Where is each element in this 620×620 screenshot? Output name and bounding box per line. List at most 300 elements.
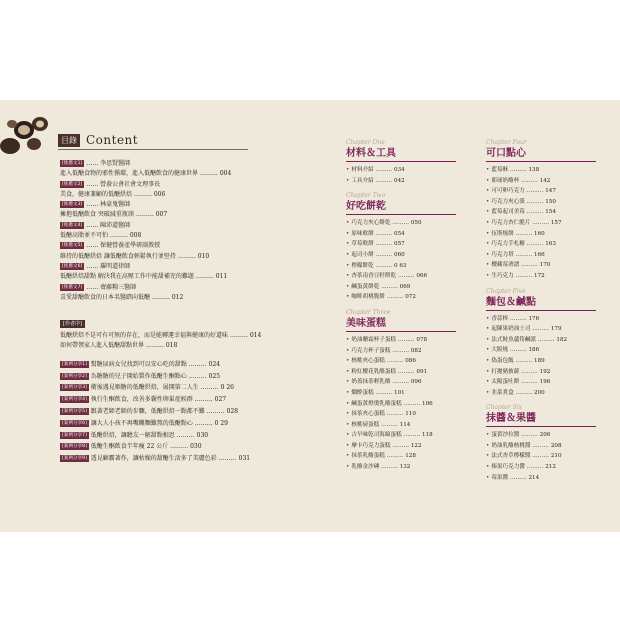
author-tag: [作者序] [60,320,85,328]
recipe-name[interactable]: 原味軟餅 [351,230,374,237]
toc-entry[interactable] [60,406,275,418]
recipe-entry[interactable] [346,292,476,303]
recipe-name[interactable]: 大阪燒 [491,347,509,354]
chapter-divider [486,310,596,311]
bullet-icon: • [346,220,350,227]
recommend-tag: [推薦文4] [62,222,83,228]
bullet-icon: • [486,272,490,279]
chapter-label: Chapter Five [486,287,526,295]
toc-entry[interactable] [60,371,275,383]
recommend-list [60,159,275,303]
recipe-entry[interactable] [486,239,616,250]
recommend-author: …… 保健營養產學研副教授 [84,242,161,250]
chapter-items [346,335,476,473]
chapter-divider [346,331,456,332]
chapter-divider [486,426,596,427]
recipe-page: ……… 212 [524,464,556,471]
toc-entry[interactable] [60,453,275,465]
recipe-name[interactable]: 巧克力塔 [491,251,514,258]
header-divider [58,149,248,150]
recipe-page: ……… 170 [519,262,551,269]
toc-entry-page: ……… 008 [108,232,142,240]
recipe-entry[interactable] [486,377,616,388]
recipe-name[interactable]: 巧克力夾心派 [491,198,525,205]
toc-entry-page: ……… 027 [192,396,227,404]
toc-entry-page: ……… 018 [144,342,178,350]
recipe-name[interactable]: 生巧克力 [491,272,514,279]
recipe-page: ……… 189 [513,357,545,364]
recipe-name[interactable]: 咖啡胡桃脆餅 [351,294,385,301]
recipe-name[interactable]: 藍莓酥 [491,167,509,173]
bullet-icon: • [346,241,350,248]
recipe-entry[interactable] [486,314,616,325]
recipe-page: ……… 118 [401,432,433,439]
recipe-page: ……… 050 [390,220,422,227]
recipe-page: ……… 086 [384,358,416,365]
recipe-page: ……… 179 [530,326,562,333]
toc-entry[interactable] [60,394,275,406]
author-preface [60,310,275,352]
recipe-name[interactable]: 奶蓋抹茶輕乳酪 [351,379,391,386]
toc-entry-title[interactable]: 維持的低醣烘焙 讓低醣飲食輕鬆執行並堅持 [60,252,176,260]
bullet-icon: • [486,262,490,269]
bullet-icon: • [486,167,490,173]
bullet-icon: • [486,219,490,226]
bullet-icon: • [486,326,490,333]
recipe-page: ……… 054 [373,230,405,237]
chapter-title: 材料＆工具 [346,148,396,159]
recipe-entry[interactable] [486,165,616,176]
recipe-entry[interactable] [486,367,616,378]
bullet-icon: • [346,347,350,354]
recommend-author: …… 營養公會社會文理事長 [84,180,161,188]
recipe-entry[interactable] [346,282,476,293]
bullet-icon: • [486,198,490,205]
toc-entry[interactable] [60,210,275,220]
recipe-name[interactable]: 抹茶夾心蛋糕 [351,411,385,418]
recipe-entry[interactable] [346,462,476,473]
recipe-entry[interactable] [346,388,476,399]
recipe-name[interactable]: 耶球奶酪杯 [491,177,520,184]
pastry-photo-icon [0,110,52,156]
recipe-page: ……… 072 [384,294,416,301]
toc-entry[interactable] [60,169,275,179]
recipe-page: ……… 214 [508,474,540,481]
recipe-entry[interactable] [346,250,476,261]
bullet-icon: • [486,368,490,375]
toc-entry-page: ……… 004 [198,170,232,178]
recipe-name[interactable]: 法式鮭魚蘆筍鹹派 [491,336,537,343]
toc-entry-title[interactable]: 執行生酮飲食，改善多囊性卵巢症候群 [88,396,193,404]
toc-entry-title[interactable]: 如何帶領家人進入低醣甜點世界 [60,342,145,350]
recipe-name[interactable]: 可可卵巧克力 [491,188,525,195]
recipe-entry[interactable] [486,451,616,462]
recipe-entry[interactable] [346,367,476,378]
bullet-icon: • [346,453,350,460]
recipe-page: ……… 196 [519,379,551,386]
bullet-icon: • [486,315,490,322]
recipe-name[interactable]: 藍莓起司美莓 [491,209,525,216]
chapter-items [486,314,616,399]
recipe-page: ……… 106 [401,400,433,407]
recipe-name[interactable]: 莓果醬 [491,474,509,481]
recipe-page: ……… 166 [513,251,545,258]
case-tag: [案例分享2] [62,373,87,379]
recipe-name[interactable]: 材料介紹 [351,167,374,173]
chapter-label: Chapter One [346,139,385,146]
chapter-divider [346,161,456,162]
toc-entry-title[interactable]: 讓大人小孩不再嘴饞麵難熬的低醣點心 [88,419,193,427]
case-list [60,359,275,465]
recipe-page: ……… 142 [519,177,551,184]
recipe-name[interactable]: 蛋黃沙拉醬 [491,432,520,439]
recipe-page: ……… 078 [396,336,428,343]
recipe-page: ……… 0 63 [373,262,407,269]
recipe-entry[interactable] [346,451,476,462]
bullet-icon: • [346,421,350,428]
recipe-name[interactable]: 草莓軟餅 [351,241,374,248]
recipe-entry[interactable] [486,229,616,240]
bullet-icon: • [346,368,350,375]
recommend-author: …… 齋藤糧三醫師 [84,283,137,291]
chapter-label: Chapter Two [346,192,386,200]
toc-entry-title[interactable]: 幫糖尿病女兒找到可以安心吃的甜點 [88,360,187,368]
toc-entry-page: ……… 030 [174,431,209,439]
case-tag: [案例分享1] [62,361,87,367]
bullet-icon: • [346,411,350,418]
recipe-name[interactable]: 鹹蛋黃燈燙乳酪蛋糕 [351,400,402,407]
toc-entry[interactable] [60,341,275,351]
recipe-name[interactable]: 古早味乾司海綿蛋糕 [351,432,402,439]
recipe-page: ……… 128 [384,453,416,460]
recipe-entry[interactable] [486,250,616,261]
recipe-name[interactable]: 法式杏草檸檬醬 [491,453,531,460]
recommend-author: …… 羅明道律師 [84,262,131,270]
recommend-author: …… 林豪鬼醫師 [84,201,131,209]
recipe-name[interactable]: 檸檬餅乾 [351,262,374,269]
recipe-page: ……… 157 [530,219,562,226]
toc-entry[interactable] [60,231,275,241]
chapter-items [486,430,616,483]
bullet-icon: • [486,188,490,195]
recipe-name[interactable]: 韭菜煮盒 [491,389,514,396]
recommend-line [60,241,275,251]
recipe-page: ……… 069 [379,283,411,290]
toc-entry-title[interactable]: 低醣生酮飲食半年瘦 22 公斤 [88,443,169,451]
recipe-entry[interactable] [486,271,616,282]
toc-entry-title[interactable]: 喜愛甜醣飲食的日本名醫踏向低醣 [60,293,151,301]
toc-entry[interactable] [60,430,275,442]
recipe-entry[interactable] [486,388,616,399]
toc-entry[interactable] [60,293,275,303]
recipe-page: ……… 042 [373,177,405,184]
recipe-name[interactable]: 打拋豬披薩 [491,368,520,375]
chapter-title: 美味蛋糕 [346,317,386,329]
chapter-title: 麵包＆鹹點 [486,296,536,308]
recipe-entry[interactable] [486,197,616,208]
bullet-icon: • [486,453,490,460]
bullet-icon: • [486,251,490,258]
recipe-page: ……… 150 [524,198,556,205]
toc-entry-title[interactable]: 低醣烘焙甜點 解決我在高壓工作中能甜補充的難題 [60,273,194,281]
bullet-icon: • [486,432,490,439]
chapter-title: 好吃餅乾 [346,201,386,213]
recipe-name[interactable]: 抹茶乳酪蛋糕 [351,453,385,460]
toc-entry-title[interactable]: 透見顧霸著作，讓枯燥的甜醣生活多了美麗色彩 [88,455,217,463]
toc-entry-page: ……… 0 29 [192,419,228,427]
recipe-page: ……… 206 [519,432,551,439]
toc-header [58,133,138,147]
toc-badge: 目錄 [58,134,80,147]
toc-entry-page: ……… 030 [168,443,202,451]
recipe-page: ……… 147 [524,188,556,195]
recipe-entry[interactable] [346,239,476,250]
recipe-entry[interactable] [486,260,616,271]
case-tag: [案例分享7] [62,432,87,438]
recipe-page: ……… 200 [513,389,545,396]
recipe-page: ……… 154 [524,209,556,216]
recipe-name[interactable]: 太陽蛋吐餅 [491,379,520,386]
toc-entry[interactable] [60,418,275,430]
case-tag: [案例分享5] [62,408,87,414]
recipe-name[interactable]: 粉紅櫻花乳酪蛋糕 [351,368,397,375]
recommend-line [60,221,275,231]
toc-entry-title[interactable]: 衛後遇見順糖的低醣烘焙，展開第二人生 [88,384,199,392]
bullet-icon: • [486,474,490,481]
recommend-line [60,200,275,210]
toc-entry-title[interactable]: 為糖糖的兒子開始製作低醣生酮點心 [88,372,187,380]
recipe-name[interactable]: 奶油醣霜杯子蛋糕 [351,336,397,343]
toc-entry-page: ……… 010 [175,252,210,260]
toc-entry[interactable] [60,382,275,394]
bullet-icon: • [346,464,350,471]
recipe-page: ……… 160 [513,230,545,237]
recipe-name[interactable]: 巧克力杯子蛋糕 [351,347,391,354]
recipe-page: ……… 176 [508,315,540,322]
recipe-entry[interactable] [346,271,476,282]
recipe-entry[interactable] [486,430,616,441]
recipe-entry[interactable] [486,356,616,367]
toc-title: Content [86,133,139,147]
recipe-entry[interactable] [346,377,476,388]
bullet-icon: • [486,230,490,237]
chapter-divider [486,161,596,162]
bullet-icon: • [346,283,350,290]
bullet-icon: • [346,400,350,407]
toc-entry-page: ……… 007 [133,211,168,219]
spacer [486,483,616,489]
case-tag: [案例分享4] [62,397,87,403]
toc-entry[interactable] [60,359,275,371]
toc-entry-page: ……… 028 [204,407,239,415]
recipe-entry[interactable] [346,261,476,272]
chapter-label: Chapter Six [486,404,523,412]
recipe-page: ……… 192 [519,368,551,375]
recipe-entry[interactable] [346,399,476,410]
bullet-icon: • [346,251,350,258]
bullet-icon: • [346,273,350,280]
case-tag: [案例分享3] [62,385,87,391]
bullet-icon: • [486,464,490,471]
toc-entry-page: ……… 011 [193,273,228,281]
chapter-label: Chapter Four [486,139,527,146]
bullet-icon: • [346,358,350,365]
recipe-name[interactable]: 起司小餅 [351,251,374,258]
case-tag: [案例分享8] [62,444,87,450]
toc-entry-page: ……… 014 [228,332,262,340]
recipe-page: ……… 114 [379,421,411,428]
toc-entry[interactable] [60,190,275,200]
recipe-name[interactable]: 鹹蛋黃餅乾 [351,283,380,290]
recipe-entry[interactable] [346,420,476,431]
recipe-page: ……… 122 [390,442,422,449]
chapters-column-3 [486,139,616,489]
recommend-tag: [推薦文5] [62,243,83,249]
recommend-author: …… 陳沛道醫師 [84,221,131,229]
recipe-page: ……… 163 [524,241,556,248]
toc-entry[interactable] [60,272,275,282]
toc-entry[interactable] [60,441,275,453]
recommend-author: …… 李思賢醫師 [84,160,131,167]
bullet-icon: • [486,389,490,396]
spacer [346,473,476,479]
recipe-name[interactable]: 燜酔蛋糕 [351,389,374,396]
toc-entry-page: ……… 031 [216,455,251,463]
recipe-entry[interactable] [486,441,616,452]
recommend-tag: [推薦文1] [62,161,83,166]
bullet-icon: • [346,177,350,184]
recipe-page: ……… 210 [530,453,562,460]
bullet-icon: • [346,389,350,396]
bullet-icon: • [486,209,490,216]
recipe-page: ……… 057 [373,241,405,248]
recipe-page: ……… 186 [508,347,540,354]
toc-entry[interactable] [60,331,275,341]
bullet-icon: • [486,336,490,343]
toc-entry-title[interactable]: 跟著老師老師的步驟，低醣烘焙一點都不難 [88,407,205,415]
toc-entry-page: ……… 024 [186,360,221,368]
recipe-entry[interactable] [346,430,476,441]
recipe-entry[interactable] [346,165,476,176]
case-tag: [案例分享6] [62,420,87,426]
bullet-icon: • [346,262,350,269]
recipe-entry[interactable] [486,218,616,229]
recipe-entry[interactable] [346,335,476,346]
recipe-entry[interactable] [486,345,616,356]
recommend-line [60,283,275,293]
recipe-name[interactable]: 起陳果奶油土司 [491,326,531,333]
recipe-entry[interactable] [346,218,476,229]
recipe-entry[interactable] [486,176,616,187]
recipe-entry[interactable] [346,441,476,452]
bullet-icon: • [486,357,490,364]
recipe-page: ……… 132 [379,464,411,471]
recommend-tag: [推薦文7] [62,284,83,290]
toc-entry-page: ……… 012 [150,293,184,301]
recipe-entry[interactable] [346,346,476,357]
recipe-entry[interactable] [346,409,476,420]
recommend-line [60,159,275,169]
recipe-name[interactable]: 伍斯燒餅 [491,230,514,237]
recipe-name[interactable]: 杏茶南香豆籽餅乾 [351,273,397,280]
toc-entry[interactable] [60,252,275,262]
chapter-items [346,165,476,186]
bullet-icon: • [346,336,350,343]
bullet-icon: • [346,379,350,386]
recipe-name[interactable]: 櫻藏莓酒譜 [491,262,520,269]
bullet-icon: • [486,442,490,449]
recipe-page: ……… 208 [530,442,562,449]
chapter-title: 抹醬＆果醬 [486,413,536,425]
recipe-page: ……… 082 [390,347,422,354]
bullet-icon: • [486,177,490,184]
toc-entry-title[interactable]: 低醣高脂並不可怕 [60,232,109,240]
toc-entry-title[interactable]: 進入低醣食物的邪性循環，進入低醣飲食的健康世界 [60,170,199,178]
recipe-name[interactable]: 香蒜棒 [491,315,509,322]
recipe-entry[interactable] [486,462,616,473]
chapter-title: 可口點心 [486,148,526,159]
toc-entry-page: ……… 025 [186,372,221,380]
recipe-name[interactable]: 核桃磅蛋糕 [351,421,380,428]
recipe-page: ……… 066 [396,273,428,280]
recipe-name[interactable]: 巧克力夾心餅乾 [351,220,391,227]
recipe-name[interactable]: 偽蛋包飯 [491,357,514,364]
recipe-entry[interactable] [486,324,616,335]
toc-entry-title[interactable]: 低醣烘焙不是可有可無的存在，而是能轉運幸福與健康的好道味 [60,332,229,340]
recipe-page: ……… 091 [396,368,428,375]
chapters-column-2 [346,139,476,479]
recipe-entry[interactable] [346,229,476,240]
recipe-page: ……… 182 [536,336,568,343]
toc-entry-title[interactable]: 低醣烘焙，讓聽友一解甜點相思 [88,431,175,439]
recommend-tag: [推薦文6] [62,263,83,269]
recommend-tag: [推薦文2] [62,181,83,187]
recipe-name[interactable]: 巧克力杏仁脆片 [491,219,531,226]
bullet-icon: • [486,347,490,354]
recipe-entry[interactable] [346,356,476,367]
recipe-page: ……… 096 [390,379,422,386]
recommend-tag: [推薦文3] [62,202,83,208]
recipe-name[interactable]: 摩卡巧克力蛋糕 [351,442,391,449]
recipe-page: ……… 034 [373,167,405,173]
bullet-icon: • [346,167,350,173]
recipe-name[interactable]: 乳酪金沙磚 [351,464,380,471]
chapter-items [346,218,476,303]
toc-entry-title[interactable]: 美食，健康兼顧的低醣烘焙 [60,190,133,198]
recipe-entry[interactable] [346,176,476,187]
recipe-entry[interactable] [486,335,616,346]
recipe-name[interactable]: 巧克力手札糖 [491,241,525,248]
bullet-icon: • [346,294,350,301]
recipe-entry[interactable] [486,207,616,218]
toc-entry-page: ……… 0 26 [198,384,234,392]
recipe-page: ……… 110 [384,411,416,418]
recipe-page: ……… 060 [373,251,405,258]
chapter-divider [346,214,456,215]
recipe-name[interactable]: 奶油乳酪核桃醬 [491,442,531,449]
recipe-entry[interactable] [486,186,616,197]
intro-column [60,159,275,465]
toc-entry-title[interactable]: 擁抱低醣飲食 突破減重瓶頸 [60,211,134,219]
toc-entry-page: ……… 006 [132,190,166,198]
recipe-name[interactable]: 工具介紹 [351,177,374,184]
chapter-label: Chapter Three [346,308,391,316]
case-tag: [案例分享9] [62,456,87,462]
recipe-entry[interactable] [486,473,616,484]
recipe-name[interactable]: 榛果巧克力醬 [491,464,525,471]
recipe-name[interactable]: 核桃夾心蛋糕 [351,358,385,365]
bullet-icon: • [346,442,350,449]
